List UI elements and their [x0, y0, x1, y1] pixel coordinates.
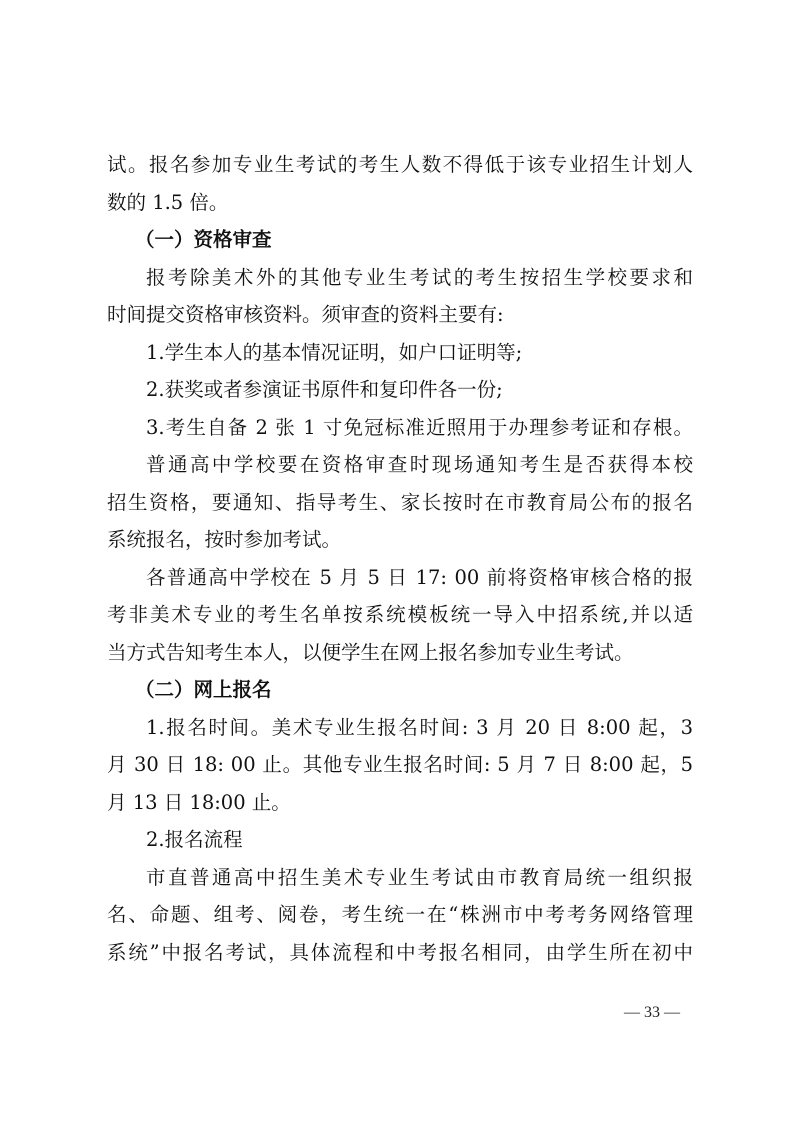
- paragraph-line: 名、命题、组考、阅卷，考生统一在“株洲市中考考务网络管理: [107, 903, 693, 926]
- list-item: 1.学生本人的基本情况证明，如户口证明等;: [146, 340, 523, 364]
- paragraph-line: 当方式告知考生本人，以便学生在网上报名参加专业生考试。: [107, 640, 634, 664]
- paragraph-line: 时间提交资格审核资料。须审查的资料主要有:: [107, 303, 504, 326]
- body-text: [107, 146, 693, 971]
- paragraph-line: 系统报名，按时参加考试。: [107, 528, 342, 551]
- paragraph-line: 月 30 日 18: 00 止。其他专业生报名时间: 5 月 7 日 8:00 起，5: [107, 753, 693, 776]
- paragraph-line: 数的 1.5 倍。: [107, 190, 229, 214]
- paragraph-line: 市直普通高中招生美术专业生考试由市教育局统一组织报: [146, 865, 693, 889]
- paragraph-line: 月 13 日 18:00 止。: [107, 790, 291, 814]
- paragraph-line: 试。报名参加专业生考试的考生人数不得低于该专业招生计划人: [107, 153, 693, 176]
- page-number: — 33 —: [624, 1004, 680, 1021]
- paragraph-line: 报考除美术外的其他专业生考试的考生按招生学校要求和: [146, 265, 693, 289]
- section-heading-qualification-review: （一）资格审查: [135, 228, 272, 251]
- list-item: 2.获奖或者参演证书原件和复印件各一份;: [146, 378, 503, 401]
- paragraph-line: 系统”中报名考试，具体流程和中考报名相同，由学生所在初中: [107, 940, 693, 964]
- paragraph-line: 1.报名时间。美术专业生报名时间: 3 月 20 日 8:00 起，3: [146, 715, 693, 739]
- list-item: 3.考生自备 2 张 1 寸免冠标准近照用于办理参考证和存根。: [146, 415, 693, 439]
- paragraph-line: 各普通高中学校在 5 月 5 日 17: 00 前将资格审核合格的报: [146, 565, 693, 589]
- section-heading-online-registration: （二）网上报名: [135, 678, 272, 701]
- subheading-registration-process: 2.报名流程: [146, 828, 243, 851]
- paragraph-line: 普通高中学校要在资格审查时现场通知考生是否获得本校: [146, 453, 693, 476]
- paragraph-line: 招生资格，要通知、指导考生、家长按时在市教育局公布的报名: [107, 490, 693, 514]
- paragraph-line: 考非美术专业的考生名单按系统模板统一导入中招系统,并以适: [107, 603, 693, 626]
